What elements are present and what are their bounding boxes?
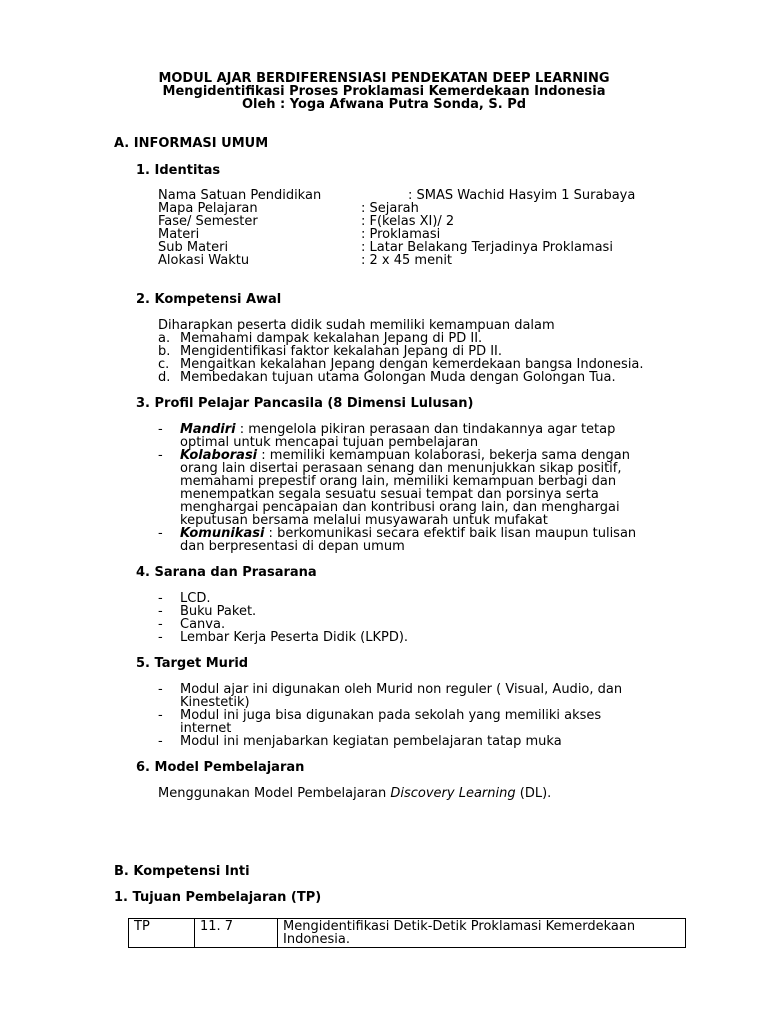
tp-heading: 1. Tujuan Pembelajaran (TP) — [114, 890, 322, 905]
identitas-label: Alokasi Waktu — [158, 253, 250, 268]
list-item: Buku Paket. — [180, 604, 257, 619]
tp-table — [128, 918, 686, 948]
list-marker: c. — [158, 357, 170, 372]
identitas-label: Mapa Pelajaran — [158, 201, 258, 216]
list-item: Lembar Kerja Peserta Didik (LKPD). — [180, 630, 409, 645]
list-dash: - — [158, 422, 163, 437]
profil-term: Mandiri — [180, 422, 236, 437]
list-item: Canva. — [180, 617, 226, 632]
list-dash: - — [158, 734, 163, 749]
list-marker: d. — [158, 370, 171, 385]
section-b-title: B. Kompetensi Inti — [114, 864, 250, 879]
model-heading: 6. Model Pembelajaran — [136, 760, 305, 775]
list-dash: - — [158, 591, 163, 606]
list-dash: - — [158, 617, 163, 632]
model-name: Discovery Learning — [390, 786, 516, 801]
target-heading: 5. Target Murid — [136, 656, 249, 671]
profil-desc: menempatkan segala sesuatu sesuai tempat dan porsinya serta — [180, 487, 599, 502]
kompetensi-awal-heading: 2. Kompetensi Awal — [136, 292, 282, 307]
model-text — [158, 787, 551, 800]
profil-desc: optimal untuk mencapai tujuan pembelajaran — [180, 435, 479, 450]
identitas-label: Nama Satuan Pendidikan — [158, 188, 322, 203]
tp-desc-line2: Indonesia. — [283, 932, 350, 947]
list-item: Modul ini menjabarkan kegiatan pembelajaran tatap muka — [180, 734, 562, 749]
doc-author: Oleh : Yoga Afwana Putra Sonda, S. Pd — [241, 97, 527, 112]
profil-desc: : mengelola pikiran perasaan dan tindakannya agar tetap — [235, 422, 616, 437]
list-item: Mengaitkan kekalahan Jepang dengan kemerdekaan bangsa Indonesia. — [180, 357, 644, 372]
list-dash: - — [158, 708, 163, 723]
profil-desc: : memiliki kemampuan kolaborasi, bekerja sama dengan — [257, 448, 630, 463]
profil-heading: 3. Profil Pelajar Pancasila (8 Dimensi Lulusan) — [136, 396, 474, 411]
profil-desc: memahami prepestif orang lain, memiliki kemampuan berbagi dan — [180, 474, 617, 489]
list-dash: - — [158, 682, 163, 697]
profil-desc: : berkomunikasi secara efektif baik lisan maupun tulisan — [264, 526, 637, 541]
kompetensi-awal-intro: Diharapkan peserta didik sudah memiliki kemampuan dalam — [158, 318, 555, 333]
list-marker: a. — [158, 331, 171, 346]
tp-label-cell: TP — [129, 919, 195, 948]
identitas-value: : SMAS Wachid Hasyim 1 Surabaya — [408, 188, 636, 203]
section-a-title: A. INFORMASI UMUM — [114, 136, 269, 151]
list-item: Memahami dampak kekalahan Jepang di PD II. — [180, 331, 483, 346]
identitas-value: : F(kelas XI)/ 2 — [361, 214, 455, 229]
profil-desc: menghargai pencapaian dan kontribusi orang lain, dan menghargai — [180, 500, 620, 515]
list-marker: b. — [158, 344, 171, 359]
model-text-before: Menggunakan Model Pembelajaran — [158, 786, 391, 801]
tp-desc-line1: Mengidentifikasi Detik-Detik Proklamasi Kemerdekaan — [283, 919, 636, 934]
list-item: Modul ini juga bisa digunakan pada sekolah yang memiliki akses — [180, 708, 602, 723]
tp-desc-cell — [278, 919, 686, 948]
model-text-after: (DL). — [515, 786, 552, 801]
list-item: Mengidentifikasi faktor kekalahan Jepang di PD II. — [180, 344, 503, 359]
identitas-value: : Latar Belakang Terjadinya Proklamasi — [361, 240, 613, 255]
identitas-value: : Sejarah — [361, 201, 419, 216]
list-dash: - — [158, 630, 163, 645]
sarana-heading: 4. Sarana dan Prasarana — [136, 565, 317, 580]
identitas-value: : 2 x 45 menit — [361, 253, 453, 268]
identitas-label: Fase/ Semester — [158, 214, 258, 229]
profil-desc: dan berpresentasi di depan umum — [180, 539, 405, 554]
list-dash: - — [158, 448, 163, 463]
tp-code-cell: 11. 7 — [195, 919, 278, 948]
identitas-label: Sub Materi — [158, 240, 229, 255]
identitas-value: : Proklamasi — [361, 227, 441, 242]
list-item: Membedakan tujuan utama Golongan Muda dengan Golongan Tua. — [180, 370, 616, 385]
identitas-heading: 1. Identitas — [136, 163, 221, 178]
list-item: LCD. — [180, 591, 211, 606]
profil-desc: orang lain disertai perasaan senang dan menunjukkan sikap positif, — [180, 461, 622, 476]
table-row — [129, 919, 686, 948]
list-item: internet — [180, 721, 232, 736]
doc-subtitle: Mengidentifikasi Proses Proklamasi Kemerdekaan Indonesia — [162, 84, 606, 99]
profil-term: Kolaborasi — [180, 448, 258, 463]
identitas-label: Materi — [158, 227, 200, 242]
doc-title: MODUL AJAR BERDIFERENSIASI PENDEKATAN DEEP LEARNING — [158, 71, 610, 86]
profil-term: Komunikasi — [180, 526, 265, 541]
list-dash: - — [158, 526, 163, 541]
profil-desc: keputusan bersama melalui musyawarah untuk mufakat — [180, 513, 548, 528]
list-item: Modul ajar ini digunakan oleh Murid non reguler ( Visual, Audio, dan — [180, 682, 623, 697]
list-item: Kinestetik) — [180, 695, 250, 710]
list-dash: - — [158, 604, 163, 619]
